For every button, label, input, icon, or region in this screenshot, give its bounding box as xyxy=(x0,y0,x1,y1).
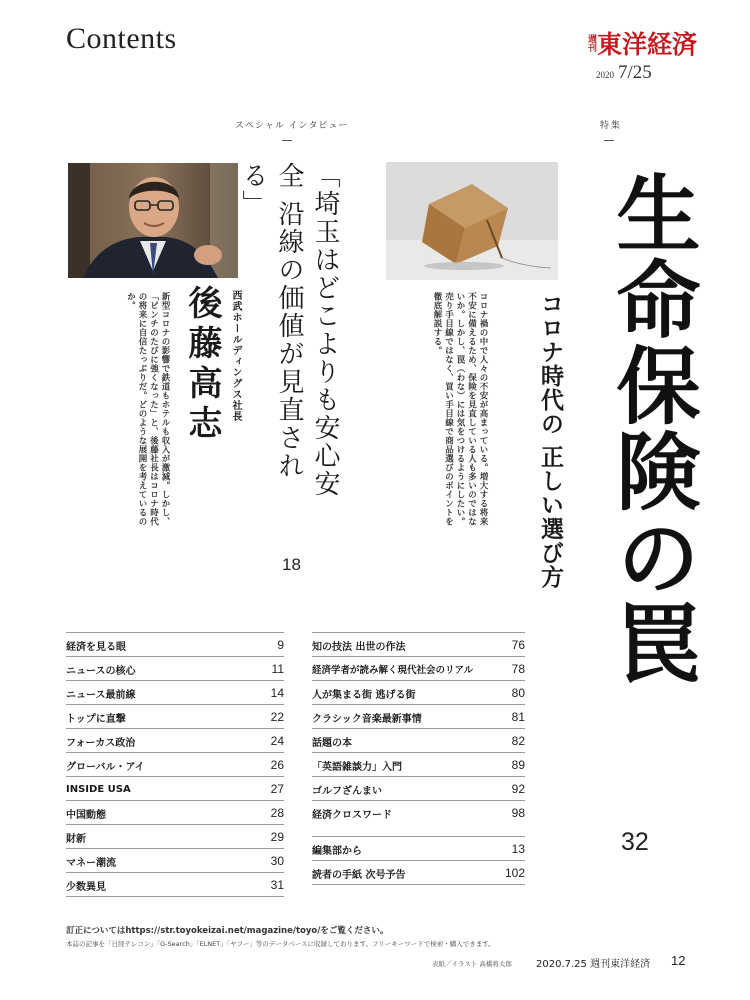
corrections-note: 訂正についてはhttps://str.toyokeizai.net/magazine/toyo/をご覧ください。 xyxy=(66,926,389,936)
toc-entry-page: 89 xyxy=(511,758,525,772)
toc-left-row[interactable] xyxy=(66,800,284,825)
toc-entry-page: 80 xyxy=(511,686,525,700)
toc-entry-title: 読者の手紙 次号予告 xyxy=(312,869,406,881)
toc-entry-title: 経済クロスワード xyxy=(312,809,392,821)
toc-left-row[interactable] xyxy=(66,632,284,657)
toc-entry-page: 28 xyxy=(270,806,284,820)
issue-date xyxy=(596,62,652,84)
toc-right-row[interactable] xyxy=(312,800,525,825)
toc-entry-page: 24 xyxy=(270,734,284,748)
toc-right-row[interactable] xyxy=(312,752,525,777)
toc-entry-title: マネー潮流 xyxy=(66,857,116,869)
box-trap-illustration xyxy=(386,162,558,280)
toc-entry-title: 少数異見 xyxy=(66,881,106,893)
magazine-logo xyxy=(586,28,697,58)
issue-year: 2020 xyxy=(596,70,614,80)
toc-entry-page: 22 xyxy=(270,710,284,724)
feature-headline: 生命保険の罠 xyxy=(603,170,702,686)
toc-left-bottom-rule xyxy=(66,896,284,897)
toc-entry-page: 30 xyxy=(270,854,284,868)
issue-month-day: 7/25 xyxy=(618,62,652,83)
toc-entry-page: 92 xyxy=(511,782,525,796)
toc-entry-title: 話題の本 xyxy=(312,737,352,749)
toc-entry-page: 9 xyxy=(277,638,284,652)
toc-right-row[interactable] xyxy=(312,860,525,885)
toc-entry-title: 編集部から xyxy=(312,845,362,857)
toc-left-row[interactable] xyxy=(66,872,284,897)
interviewee-name: 後藤高志 xyxy=(182,285,222,445)
toc-entry-title: クラシック音楽最新事情 xyxy=(312,713,422,725)
toc-left-row[interactable] xyxy=(66,728,284,753)
toc-left-row[interactable] xyxy=(66,680,284,705)
toc-right-bottom-rule xyxy=(312,884,525,885)
toc-entry-title: 財新 xyxy=(66,833,86,845)
toc-entry-page: 26 xyxy=(270,758,284,772)
interview-section-label: スペシャル インタビュー xyxy=(235,121,349,131)
toc-entry-page: 98 xyxy=(511,806,525,820)
toc-entry-title: グローバル・アイ xyxy=(66,761,145,773)
toc-left-row[interactable] xyxy=(66,824,284,849)
toc-right-row[interactable] xyxy=(312,728,525,753)
toc-left-row[interactable] xyxy=(66,704,284,729)
toc-entry-title: ニュース最前線 xyxy=(66,689,136,701)
toc-entry-title: ゴルフざんまい xyxy=(312,785,382,797)
toc-entry-title: 経済を見る眼 xyxy=(66,641,126,653)
toc-entry-page: 11 xyxy=(271,662,284,676)
feature-page-number[interactable]: 32 xyxy=(621,828,649,856)
feature-photo xyxy=(386,162,558,280)
toc-left-row[interactable] xyxy=(66,776,284,801)
interview-page-number[interactable]: 18 xyxy=(282,555,301,574)
interview-lead-text: 新型コロナの影響で鉄道もホテルも収入が激減。しかし、「ピンチのたびに強くなった」と、後藤社長はコロナ時代の将来に自信たっぷりだ。どのような展開を考えているのか。 xyxy=(125,292,170,526)
toc-entry-page: 27 xyxy=(270,782,284,796)
page-number: 12 xyxy=(671,953,686,968)
toc-right-row[interactable] xyxy=(312,836,525,861)
interviewee-photo xyxy=(68,163,238,278)
toc-entry-page: 102 xyxy=(504,866,525,880)
feature-section-label: 特集 xyxy=(600,121,623,131)
interview-headline: 「埼玉はどこよりも安心安全 沿線の価値が見直される」 xyxy=(238,162,340,498)
feature-lead-text: コロナ禍の中で人々の不安が高まっている。増大する将来不安に備えるため、保険を見直している人も多いのではないか。しかし、罠（わな）には気をつけるようにしたい。売り手目線ではなく、買い手目線で商品選びのポイントを徹底解説する。 xyxy=(432,292,488,526)
toc-entry-page: 29 xyxy=(270,830,284,844)
toc-entry-page: 31 xyxy=(270,878,284,892)
toc-entry-page: 14 xyxy=(270,686,284,700)
toc-entry-title: 経済学者が読み解く現代社会のリアル xyxy=(312,665,474,676)
cover-credit: 表紙／イラスト 高橋将太郎 xyxy=(432,960,512,968)
toc-entry-title: 人が集まる街 逃げる街 xyxy=(312,689,416,701)
toc-entry-title: 中国動態 xyxy=(66,809,106,821)
logo-weekly-mark: 週刊 xyxy=(586,34,596,52)
footer-issue-label: 2020.7.25 週刊東洋経済 xyxy=(536,959,651,970)
toc-entry-title: フォーカス政治 xyxy=(66,737,136,749)
toc-entry-title: トップに直撃 xyxy=(66,713,126,725)
toc-entry-page: 76 xyxy=(511,638,525,652)
toc-right-row[interactable] xyxy=(312,680,525,705)
toc-right-row[interactable] xyxy=(312,776,525,801)
toc-entry-page: 81 xyxy=(511,710,525,724)
interviewee-illustration xyxy=(68,163,238,278)
toc-right-row[interactable] xyxy=(312,704,525,729)
toc-entry-title: INSIDE USA xyxy=(66,783,131,795)
toc-entry-page: 13 xyxy=(511,842,525,856)
toc-entry-page: 78 xyxy=(511,662,525,676)
toc-entry-page: 82 xyxy=(511,734,525,748)
logo-wordmark: 東洋経済 xyxy=(597,30,698,59)
toc-entry-title: 「英語雑談力」入門 xyxy=(312,761,402,773)
feature-subheadline: コロナ時代の 正しい選び方 xyxy=(537,292,564,590)
toc-left-row[interactable] xyxy=(66,656,284,681)
toc-entry-title: ニュースの核心 xyxy=(66,665,136,677)
interviewee-title: 西武ホールディングス社長 xyxy=(230,290,241,422)
toc-left-row[interactable] xyxy=(66,848,284,873)
interview-label-divider xyxy=(282,140,292,141)
database-note: 本誌の記事を「日経テレコン」「G-Search」「ELNET」「ヤフー」等のデータベースに収録しております。フリーキーワードで検索・購入できます。 xyxy=(66,940,495,948)
page-title: Contents xyxy=(66,22,177,55)
toc-entry-title: 知の技法 出世の作法 xyxy=(312,641,406,653)
toc-left-row[interactable] xyxy=(66,752,284,777)
toc-right-row[interactable] xyxy=(312,632,525,657)
feature-label-divider xyxy=(604,140,614,141)
toc-right-row[interactable] xyxy=(312,656,525,681)
